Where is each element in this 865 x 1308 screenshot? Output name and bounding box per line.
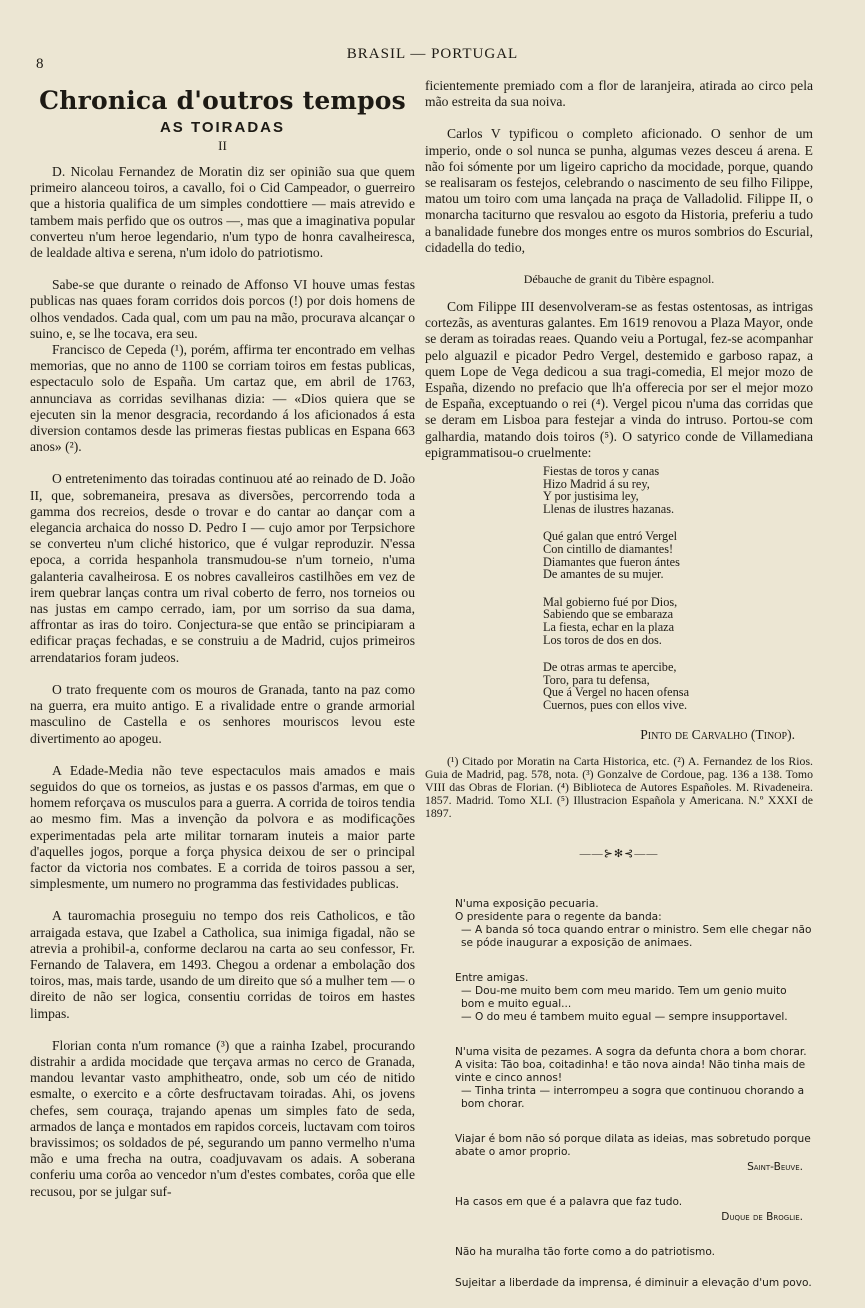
article-title: Chronica d'outros tempos xyxy=(39,86,406,115)
anecdote-line: O presidente para o regente da banda: xyxy=(455,910,662,923)
maxim-text: Ha casos em que é a palavra que faz tudo. xyxy=(455,1195,683,1208)
anecdote-line: — A banda só toca quando entrar o ministro. Sem elle chegar não se póde inaugurar a exposição de animaes. xyxy=(461,923,812,949)
maxim-author: Duque de Broglie. xyxy=(721,1210,803,1223)
paragraph: Francisco de Cepeda (¹), porém, affirma ter encontrado em velhas memorias, que no anno de 1100 se corriam toiros em festas publicas, espectaculo solo de España. Um cartaz que, em abril de 1763, annunciava as corridas sevilhanas dizia: — «Dios quiera que se ejecuten sin la menor desgracia, recordando á los aficionados á esta diversion contamos desde las primeras fiestas publicas en Espana 663 anos» (²). xyxy=(30,342,415,455)
anecdote-line: — O do meu é tambem muito egual — sempre insupportavel. xyxy=(461,1010,788,1023)
paragraph: A Edade-Media não teve espectaculos mais amados e mais seguidos do que os torneios, as justas e os passos d'armas, em que o homem reforçava os musculos para a guerra. A corrida de toiros tendia ao mesmo fim. Mas a invenção da polvora e as modificações experimentadas pela arte militar tornaram inuteis a maior parte d'aquelles jogos, porque a força physica deixou de ser o principal factor da victoria nos combates. E a corrida de toiros passou a ser, simplesmente, um numero no programma das festividades publicas. xyxy=(30,762,415,892)
maxim xyxy=(455,1133,813,1174)
running-head: BRASIL — PORTUGAL xyxy=(346,46,519,62)
verse-line: Con cintillo de diamantes! xyxy=(543,542,674,557)
maxim xyxy=(455,1246,813,1259)
verse-line: Los toros de dos en dos. xyxy=(543,632,662,647)
verse-line: Cuernos, pues con ellos vive. xyxy=(543,697,688,712)
anecdote-line: N'uma visita de pezames. A sogra da defunta chora a bom chorar. A visita: Tão boa, coitadinha! e tão nova ainda! Não tinha mais de vinte e cinco annos! xyxy=(455,1045,807,1084)
paragraph: Com Filippe III desenvolveram-se as festas ostentosas, as intrigas cortezãs, as aventuras galantes. Em 1619 renovou a Plaza Mayor, onde se deram as toiradas reaes. Quando veiu a Portugal, fez-se acompanhar pelo alguazil e picador Pedro Vergel, destemido e garboso rapaz, a quem Lope de Vega dedicou a sua tragi-comedia, El mejor mozo de España, dizendo no prefacio que lh'a offerecia por ser el mejor mozo de España, exceptuando o rei (⁴). Vergel picou n'uma das corridas que se deram em Lisboa para festejar a vinda do intruso. Portou-se com galhardia, matando dois toiros (⁵). O satyrico conde de Villamediana epigrammatisou-o cruelmente: xyxy=(425,299,813,460)
verse-line: Mal gobierno fué por Dios, xyxy=(543,594,678,609)
anecdote xyxy=(455,972,813,1024)
verse-stanza xyxy=(543,530,813,580)
anecdote-line: — Tinha trinta — interrompeu a sogra que continuou chorando a bom chorar. xyxy=(461,1084,805,1110)
maxim xyxy=(455,1277,813,1290)
verse-line: Llenas de ilustres hazanas. xyxy=(543,501,675,516)
paragraph: O entretenimento das toiradas continuou até ao reinado de D. João II, que, sobremaneira, presava as diversões, percorrendo toda a gamma dos recreios, desde o trovar e do cantar ao dançar com a elegancia archaica do nosso D. Pedro I — cujo amor por Terpsichore se converteu n'um cliché historico, que é vulgar reproduzir. N'essa epoca, a corrida hespanhola transmudou-se n'um torneio, n'uma galanteria cavalheirosa. E os nobres cavalleiros castilhões em vez de irem quebrar lanças contra um rival coberto de ferro, nos torneios ou nas justas em campo cerrado, iam, por um sorriso da sua dama, affrontar as iras do toiro. Conjectura-se que então se principiaram a edificar praças fechadas, e se construiu a de Madrid, cujos primeiros arrendatarios foram judeos. xyxy=(30,471,415,665)
anecdote-line: N'uma exposição pecuaria. xyxy=(455,897,599,910)
verse-line: Que á Vergel no hacen ofensa xyxy=(543,685,690,700)
verse-line: La fiesta, echar en la plaza xyxy=(543,620,675,634)
maxim-text: Sujeitar a liberdade da imprensa, é diminuir a elevação d'um povo. xyxy=(455,1276,812,1289)
verse-line: Sabiendo que se embaraza xyxy=(543,607,674,622)
paragraph: Carlos V typificou o completo aficionado. O senhor de um imperio, onde o sol nunca se punha, algumas vezes desceu á arena. E não foi sómente por um ligeiro capricho da mocidade, porque, quando se realisaram os festejos, celebrando o nascimento de seu filho Filippe, matou um toiro com uma lançada na praça de Valladolid. Filippe II, o monarcha taciturno que resvalou ao esgoto da Historia, preferiu a tudo a banalidade funebre dos monges entre os muros sombrios do Escurial, cidadella do tedio, xyxy=(425,126,813,255)
maxim-text: Não ha muralha tão forte como a do patriotismo. xyxy=(455,1245,715,1258)
anecdote-line: Entre amigas. xyxy=(455,971,529,984)
anecdote xyxy=(455,1046,813,1111)
section-number: II xyxy=(218,138,227,153)
verse-line: Hizo Madrid á su rey, xyxy=(543,476,650,491)
paragraph: Florian conta n'um romance (³) que a rainha Izabel, procurando distrahir a ardida mocidade que terçava armas no cerco de Granada, mandou levantar vasto amphitheatro, onde, sob um céo de nitido esmalte, o exercito e a côrte desfructavam toiradas. Ahi, os jovens chefes, sem couraça, trajando apenas um simples fato de seda, armados de lança e montados em rapidos corceis, luctavam com toiros bravissimos; os soldados de pé, segurando um panno vermelho n'uma mão e uma frecha na outra, coadjuvavam os adais. A soberana conferiu uma corôa ao vencedor n'um d'estes combates, corôa que elle recusou, por se julgar suf- xyxy=(30,1037,415,1199)
verse-line: Fiestas de toros y canas xyxy=(543,464,660,479)
footnote-text: (¹) Citado por Moratin na Carta Historica, etc. (²) A. Fernandez de los Rios. Guia de Madrid, pag. 578, nota. (³) Gonzalve de Cordoue, pag. 136 a 138. Tomo VIII das Obras de Florian. (⁴) Biblioteca de Autores Españoles. M. Rivadeneira. 1857. Madrid. Tomo XLI. (⁵) Illustracion Española y Americana. N.º XXXI de 1897. xyxy=(425,753,813,821)
verse-line: Y por justisima ley, xyxy=(543,489,639,504)
author-signature: Pinto de Carvalho (Tinop). xyxy=(640,726,795,742)
ornament-divider: ——⊱✻⊰—— xyxy=(579,847,659,860)
maxim-author: Saint-Beuve. xyxy=(747,1160,803,1173)
paragraph: A tauromachia proseguiu no tempo dos reis Catholicos, e tão arraigada estava, que Izabel a Catholica, sua inimiga figadal, não se atrevia a prohibil-a, conforme declarou na carta ao seu confessor, Fr. Fernando de Talavera, em 1493. Chegou a ordenar a embolação dos toiros, mas, mais tarde, usando de um direito que só a mulher tem — o direito de não ser logica, consentiu corridas de toiros em hastes limpas. xyxy=(30,908,415,1021)
verse-stanza xyxy=(543,661,813,711)
verse-stanza xyxy=(543,465,813,515)
image-caption: Débauche de granit du Tibère espagnol. xyxy=(523,272,715,287)
verse-line: Toro, para tu defensa, xyxy=(543,672,650,687)
verse xyxy=(543,465,813,712)
page-number: 8 xyxy=(36,56,44,72)
paragraph: Sabe-se que durante o reinado de Affonso VI houve umas festas publicas nas quaes foram corridos dois porcos (!) por dois homens de olhos vendados. Cada qual, com um pau na mão, procurava alcançar o suino, e, se lhe tocava, era seu. xyxy=(30,277,415,341)
verse-line: Qué galan que entró Vergel xyxy=(543,529,678,544)
anecdote xyxy=(455,898,813,950)
footnotes xyxy=(425,755,813,821)
left-column xyxy=(30,78,415,1200)
section-title: AS TOIRADAS xyxy=(159,119,286,136)
verse-line: Diamantes que fueron ántes xyxy=(543,554,680,569)
verse-stanza xyxy=(543,596,813,646)
paragraph: O trato frequente com os mouros de Granada, tanto na paz como na guerra, era muito antigo. E a rivalidade entre o grande armorial masculino de Castella e os senhores mouriscos levou este divertimento ao apogeu. xyxy=(30,681,415,746)
verse-line: De amantes de su mujer. xyxy=(543,567,664,582)
right-column xyxy=(425,78,813,1308)
maxim-text: Viajar é bom não só porque dilata as ideias, mas sobretudo porque abate o amor proprio. xyxy=(455,1132,811,1158)
paragraph: D. Nicolau Fernandez de Moratin diz ser opinião sua que quem primeiro alanceou toiros, a cavallo, foi o Cid Campeador, o guerreiro que a historia qualifica de um simples condottiere — mais atrevido e tambem mais perfido que os outros —, mas que a imaginativa popular converteu n'um heroe legendario, n'um typo de honra cavalheiresca, de lealdade altiva e serena, n'um idolo do patriotismo. xyxy=(30,164,415,261)
miscellany xyxy=(455,898,813,1290)
verse-line: De otras armas te apercibe, xyxy=(543,660,677,675)
anecdote-line: — Dou-me muito bem com meu marido. Tem um genio muito bom e muito egual... xyxy=(461,984,787,1010)
paragraph: ficientemente premiado com a flor de laranjeira, atirada ao circo pela mão estreita da sua noiva. xyxy=(425,78,813,110)
